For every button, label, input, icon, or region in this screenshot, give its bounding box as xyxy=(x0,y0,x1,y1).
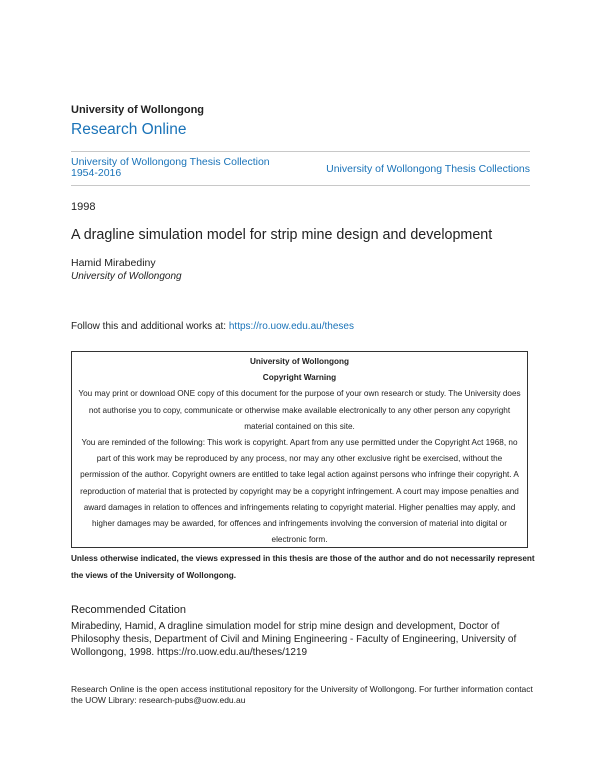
publication-year: 1998 xyxy=(71,201,96,213)
copyright-paragraph-1: You may print or download ONE copy of this document for the purpose of your own research or study. The University does not authorise you to copy, communicate or otherwise make available electronically to any other person any copyright material contained on this site. xyxy=(78,389,521,431)
copyright-paragraph-2: You are reminded of the following: This work is copyright. Apart from any use permitted under the Copyright Act 1968, no part of this work may be reproduced by any process, nor may any other exclusive right be exercised, without the permission of the author. Copyright owners are entitled to take legal action against persons who infringe their copyright. A reproduction of material that is protected by copyright may be a copyright infringement. A court may impose penalties and award damages in relation to offences and infringements relating to copyright material. Higher penalties may apply, and higher damages may be awarded, for offences and infringements involving the conversion of material into digital or electronic form. xyxy=(80,438,519,545)
institution-name: University of Wollongong xyxy=(71,104,205,116)
follow-line xyxy=(71,321,354,332)
copyright-box-subheading: Copyright Warning xyxy=(262,373,337,383)
research-online-link[interactable]: Research Online xyxy=(71,121,187,138)
thesis-collections-link[interactable]: University of Wollongong Thesis Collections xyxy=(326,163,530,175)
copyright-warning-box xyxy=(71,351,528,548)
author-affiliation: University of Wollongong xyxy=(71,271,182,282)
author-name: Hamid Mirabediny xyxy=(71,257,156,269)
copyright-box-heading: University of Wollongong xyxy=(249,357,349,366)
footer-text: Research Online is the open access institutional repository for the University of Wollongong. For further information contact the UOW Library: research-pubs@uow.edu.au xyxy=(71,684,533,705)
disclaimer-text: Unless otherwise indicated, the views expressed in this thesis are those of the author and do not necessarily represent the views of the University of Wollongong. xyxy=(71,554,535,580)
divider-top xyxy=(71,151,530,152)
citation-text: Mirabediny, Hamid, A dragline simulation model for strip mine design and development, Doctor of Philosophy thesis, Department of Civil and Mining Engineering - Faculty of Engineering, University of Wollongong, 1998. https://ro.uow.edu.au/theses/1219 xyxy=(71,621,517,658)
follow-text: Follow this and additional works at: xyxy=(71,321,229,332)
citation-heading: Recommended Citation xyxy=(71,604,186,616)
thesis-title: A dragline simulation model for strip mine design and development xyxy=(71,227,493,243)
thesis-collection-1954-2016-link[interactable]: University of Wollongong Thesis Collection 1954-2016 xyxy=(71,156,270,179)
divider-bottom xyxy=(71,185,530,186)
theses-url-link[interactable]: https://ro.uow.edu.au/theses xyxy=(228,321,354,332)
